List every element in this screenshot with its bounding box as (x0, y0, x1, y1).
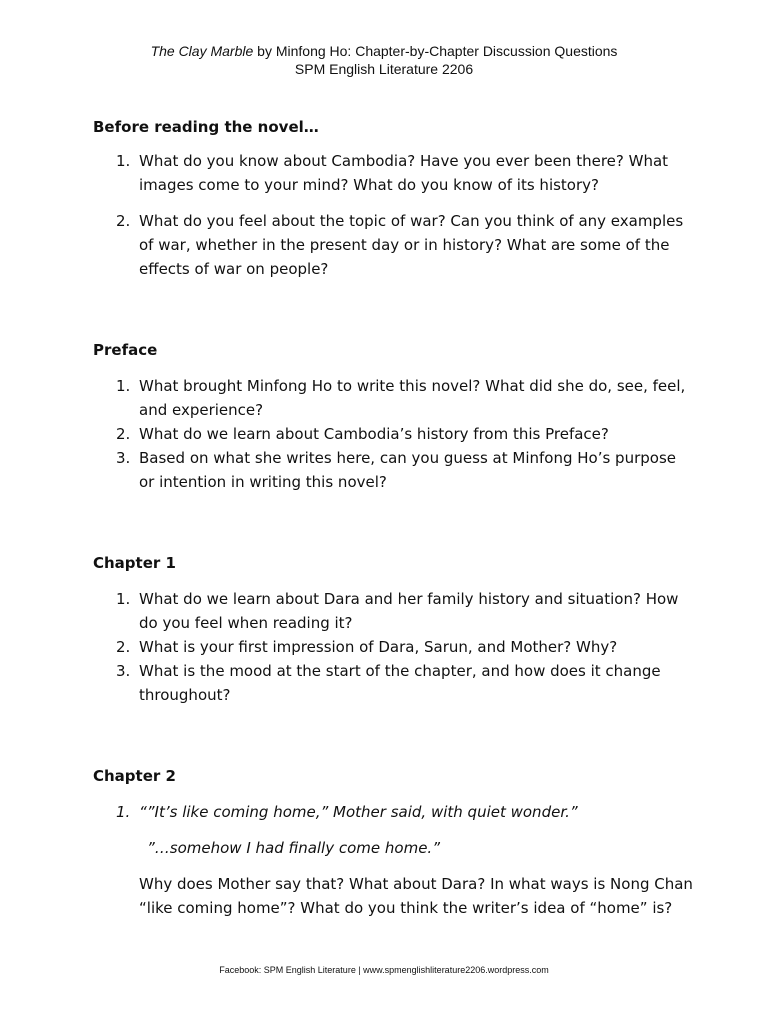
document-header (0, 42, 768, 78)
section-title: Before reading the novel… (93, 118, 319, 136)
section-before-reading (93, 115, 693, 281)
section-preface (93, 338, 693, 494)
question-text: What is the mood at the start of the chapter, and how does it change throughout? (139, 662, 661, 704)
question-number: 2. (116, 212, 131, 230)
quote-text: “”It’s like coming home,” Mother said, with quiet wonder.” (139, 803, 578, 821)
document-body (93, 115, 693, 920)
question-text: Based on what she writes here, can you guess at Minfong Ho’s purpose or intention in writing this novel? (139, 449, 676, 491)
question-list (93, 374, 693, 494)
question-item (93, 635, 693, 659)
section-chapter-1 (93, 551, 693, 707)
question-number: 1. (116, 152, 131, 170)
section-title: Chapter 2 (93, 767, 176, 785)
document-subtitle: SPM English Literature 2206 (294, 61, 474, 77)
question-text: What do you feel about the topic of war? Can you think of any examples of war, whether in the present day or in history? What are some of the effects of war on people? (139, 212, 684, 278)
question-item (93, 422, 693, 446)
question-item (93, 659, 693, 707)
question-item (93, 446, 693, 494)
question-item (93, 800, 693, 920)
question-number: 3. (116, 662, 131, 680)
question-item (93, 587, 693, 635)
question-text: Why does Mother say that? What about Dara? In what ways is Nong Chan “like coming home”? What do you think the writer’s idea of “home” is? (139, 875, 693, 917)
question-text: What do we learn about Dara and her family history and situation? How do you feel when reading it? (139, 590, 679, 632)
document-title (0, 42, 768, 60)
question-text: What do you know about Cambodia? Have you ever been there? What images come to your mind? What do you know of its history? (139, 152, 669, 194)
question-item (93, 149, 693, 197)
novel-title: The Clay Marble (150, 43, 254, 59)
question-number: 2. (116, 425, 131, 443)
question-number: 1. (116, 590, 131, 608)
question-item (93, 374, 693, 422)
question-text: What do we learn about Cambodia’s history from this Preface? (139, 425, 609, 443)
question-text: What brought Minfong Ho to write this novel? What did she do, see, feel, and experience? (139, 377, 686, 419)
quote-text: ”…somehow I had finally come home.” (147, 839, 440, 857)
question-list (93, 800, 693, 920)
question-text: What is your first impression of Dara, Sarun, and Mother? Why? (139, 638, 618, 656)
question-list (93, 149, 693, 281)
question-number: 1. (116, 377, 131, 395)
question-number: 1. (116, 803, 131, 821)
question-number: 2. (116, 638, 131, 656)
question-number: 3. (116, 449, 131, 467)
question-list (93, 587, 693, 707)
section-title: Chapter 1 (93, 554, 176, 572)
section-chapter-2 (93, 764, 693, 920)
footer: Facebook: SPM English Literature | www.spmenglishliterature2206.wordpress.com (219, 965, 549, 975)
section-title: Preface (93, 341, 158, 359)
question-item (93, 209, 693, 281)
title-rest: by Minfong Ho: Chapter-by-Chapter Discussion Questions (253, 43, 618, 59)
